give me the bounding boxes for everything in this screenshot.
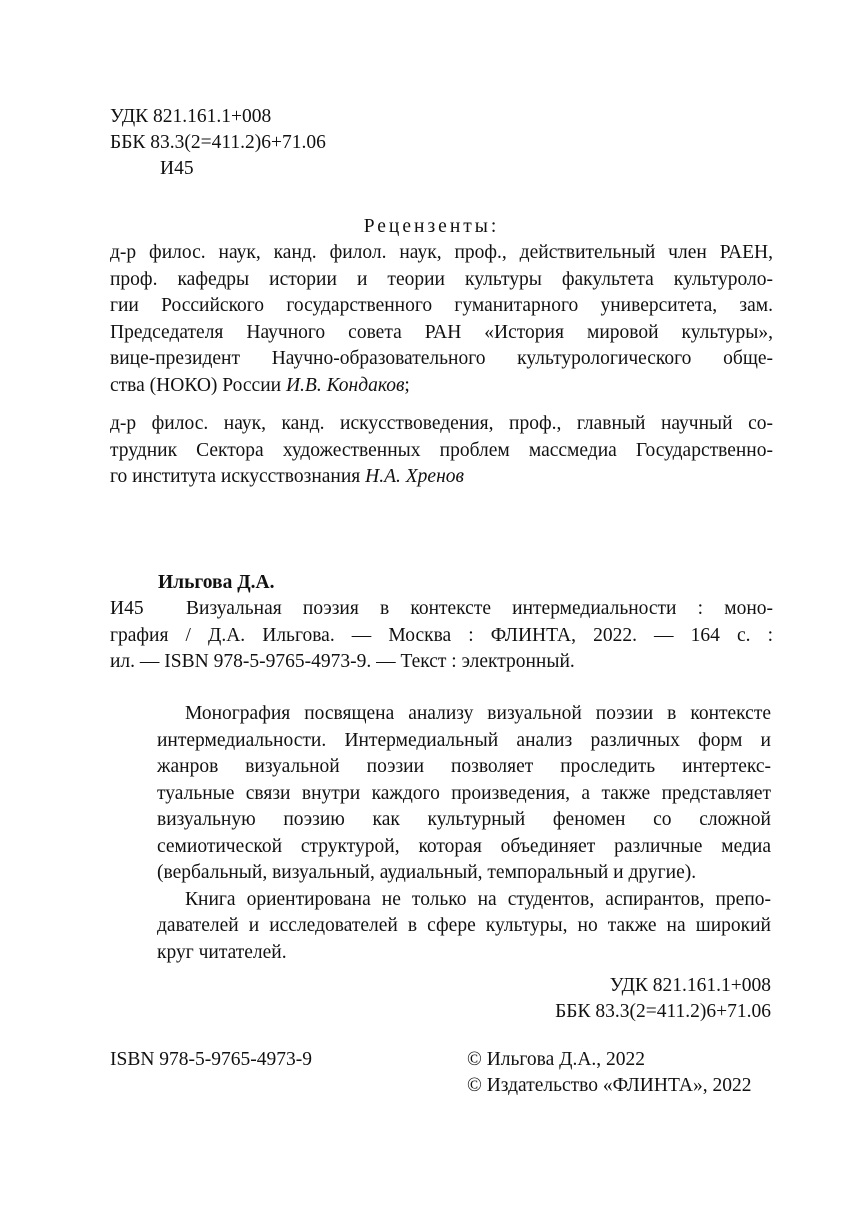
cutter-code: И45 bbox=[160, 158, 194, 179]
author-heading: Ильгова Д.А. bbox=[158, 572, 275, 593]
reviewer-second-affiliation-end: го института искусствознания bbox=[110, 466, 366, 487]
top-classification-codes bbox=[110, 104, 326, 182]
annotation-line: Книга ориентирована не только на студентов, аспирантов, препо- bbox=[185, 888, 771, 910]
annotation-line: (вербальный, визуальный, аудиальный, темпоральный и другие). bbox=[157, 862, 697, 883]
copyright-author: © Ильгова Д.А., 2022 bbox=[467, 1049, 646, 1070]
bbk-code-bottom: ББК 83.3(2=411.2)6+71.06 bbox=[555, 1001, 771, 1022]
reviewer-second bbox=[110, 411, 773, 491]
reviewer-first-line: вице-президент Научно-образовательного культурологического обще- bbox=[110, 348, 773, 369]
reviewer-second-name: Н.А. Хренов bbox=[365, 466, 464, 487]
bibliographic-entry bbox=[110, 596, 773, 676]
annotation-line: визуальную поэзию как культурный феномен со сложной bbox=[157, 809, 771, 830]
bottom-classification-codes bbox=[555, 973, 771, 1025]
reviewer-first bbox=[110, 240, 773, 399]
reviewer-second-line: трудник Сектора художественных проблем массмедиа Государственно- bbox=[110, 439, 773, 461]
annotation-line: круг читателей. bbox=[157, 941, 287, 963]
copyrights bbox=[467, 1047, 751, 1099]
bib-line: графия / Д.А. Ильгова. — Москва : ФЛИНТА, 2022. — 164 с. : bbox=[110, 624, 773, 646]
annotation-line: жанров визуальной поэзии позволяет проследить интертекс- bbox=[157, 756, 771, 777]
udk-code-bottom: УДК 821.161.1+008 bbox=[609, 975, 771, 996]
annotation-line: Монография посвящена анализу визуальной поэзии в контексте bbox=[185, 703, 771, 724]
annotation-line: семиотической структурой, которая объединяет различные медиа bbox=[157, 835, 771, 857]
reviewer-first-last-line bbox=[110, 373, 773, 400]
annotation bbox=[157, 701, 771, 966]
reviewer-first-name: И.В. Кондаков bbox=[285, 374, 405, 396]
reviewer-first-line: д-р филос. наук, канд. филол. наук, проф., действительный член РАЕН, bbox=[110, 242, 773, 263]
bib-cutter-code: И45 bbox=[110, 598, 144, 619]
reviewer-second-last-line bbox=[110, 464, 773, 491]
bib-line: Визуальная поэзия в контексте интермедиальности : моно- bbox=[186, 598, 773, 619]
reviewer-first-line: гии Российского государственного гуманитарного университета, зам. bbox=[110, 295, 773, 316]
copyright-publisher: © Издательство «ФЛИНТА», 2022 bbox=[467, 1075, 752, 1096]
annotation-line: туальные связи внутри каждого произведения, а также представляет bbox=[157, 782, 771, 804]
reviewer-first-line: проф. кафедры истории и теории культуры факультета культуроло- bbox=[110, 268, 773, 290]
reviewer-second-line: д-р филос. наук, канд. искусствоведения, проф., главный научный со- bbox=[110, 413, 773, 434]
udk-code: УДК 821.161.1+008 bbox=[110, 106, 272, 127]
reviewer-first-line: Председателя Научного совета РАН «История мировой культуры», bbox=[110, 321, 773, 343]
annotation-line: интермедиальности. Интермедиальный анализ различных форм и bbox=[157, 729, 771, 751]
bib-last-line: ил. — ISBN 978-5-9765-4973-9. — Текст : электронный. bbox=[110, 651, 575, 672]
reviewer-first-suffix: ; bbox=[404, 374, 410, 396]
reviewer-first-affiliation-end: ства (НОКО) России bbox=[110, 374, 286, 396]
bbk-code: ББК 83.3(2=411.2)6+71.06 bbox=[110, 132, 326, 153]
reviewers-heading: Рецензенты: bbox=[363, 216, 500, 237]
annotation-line: давателей и исследователей в сфере культуры, но также на широкий bbox=[157, 915, 771, 936]
isbn: ISBN 978-5-9765-4973-9 bbox=[110, 1049, 313, 1070]
